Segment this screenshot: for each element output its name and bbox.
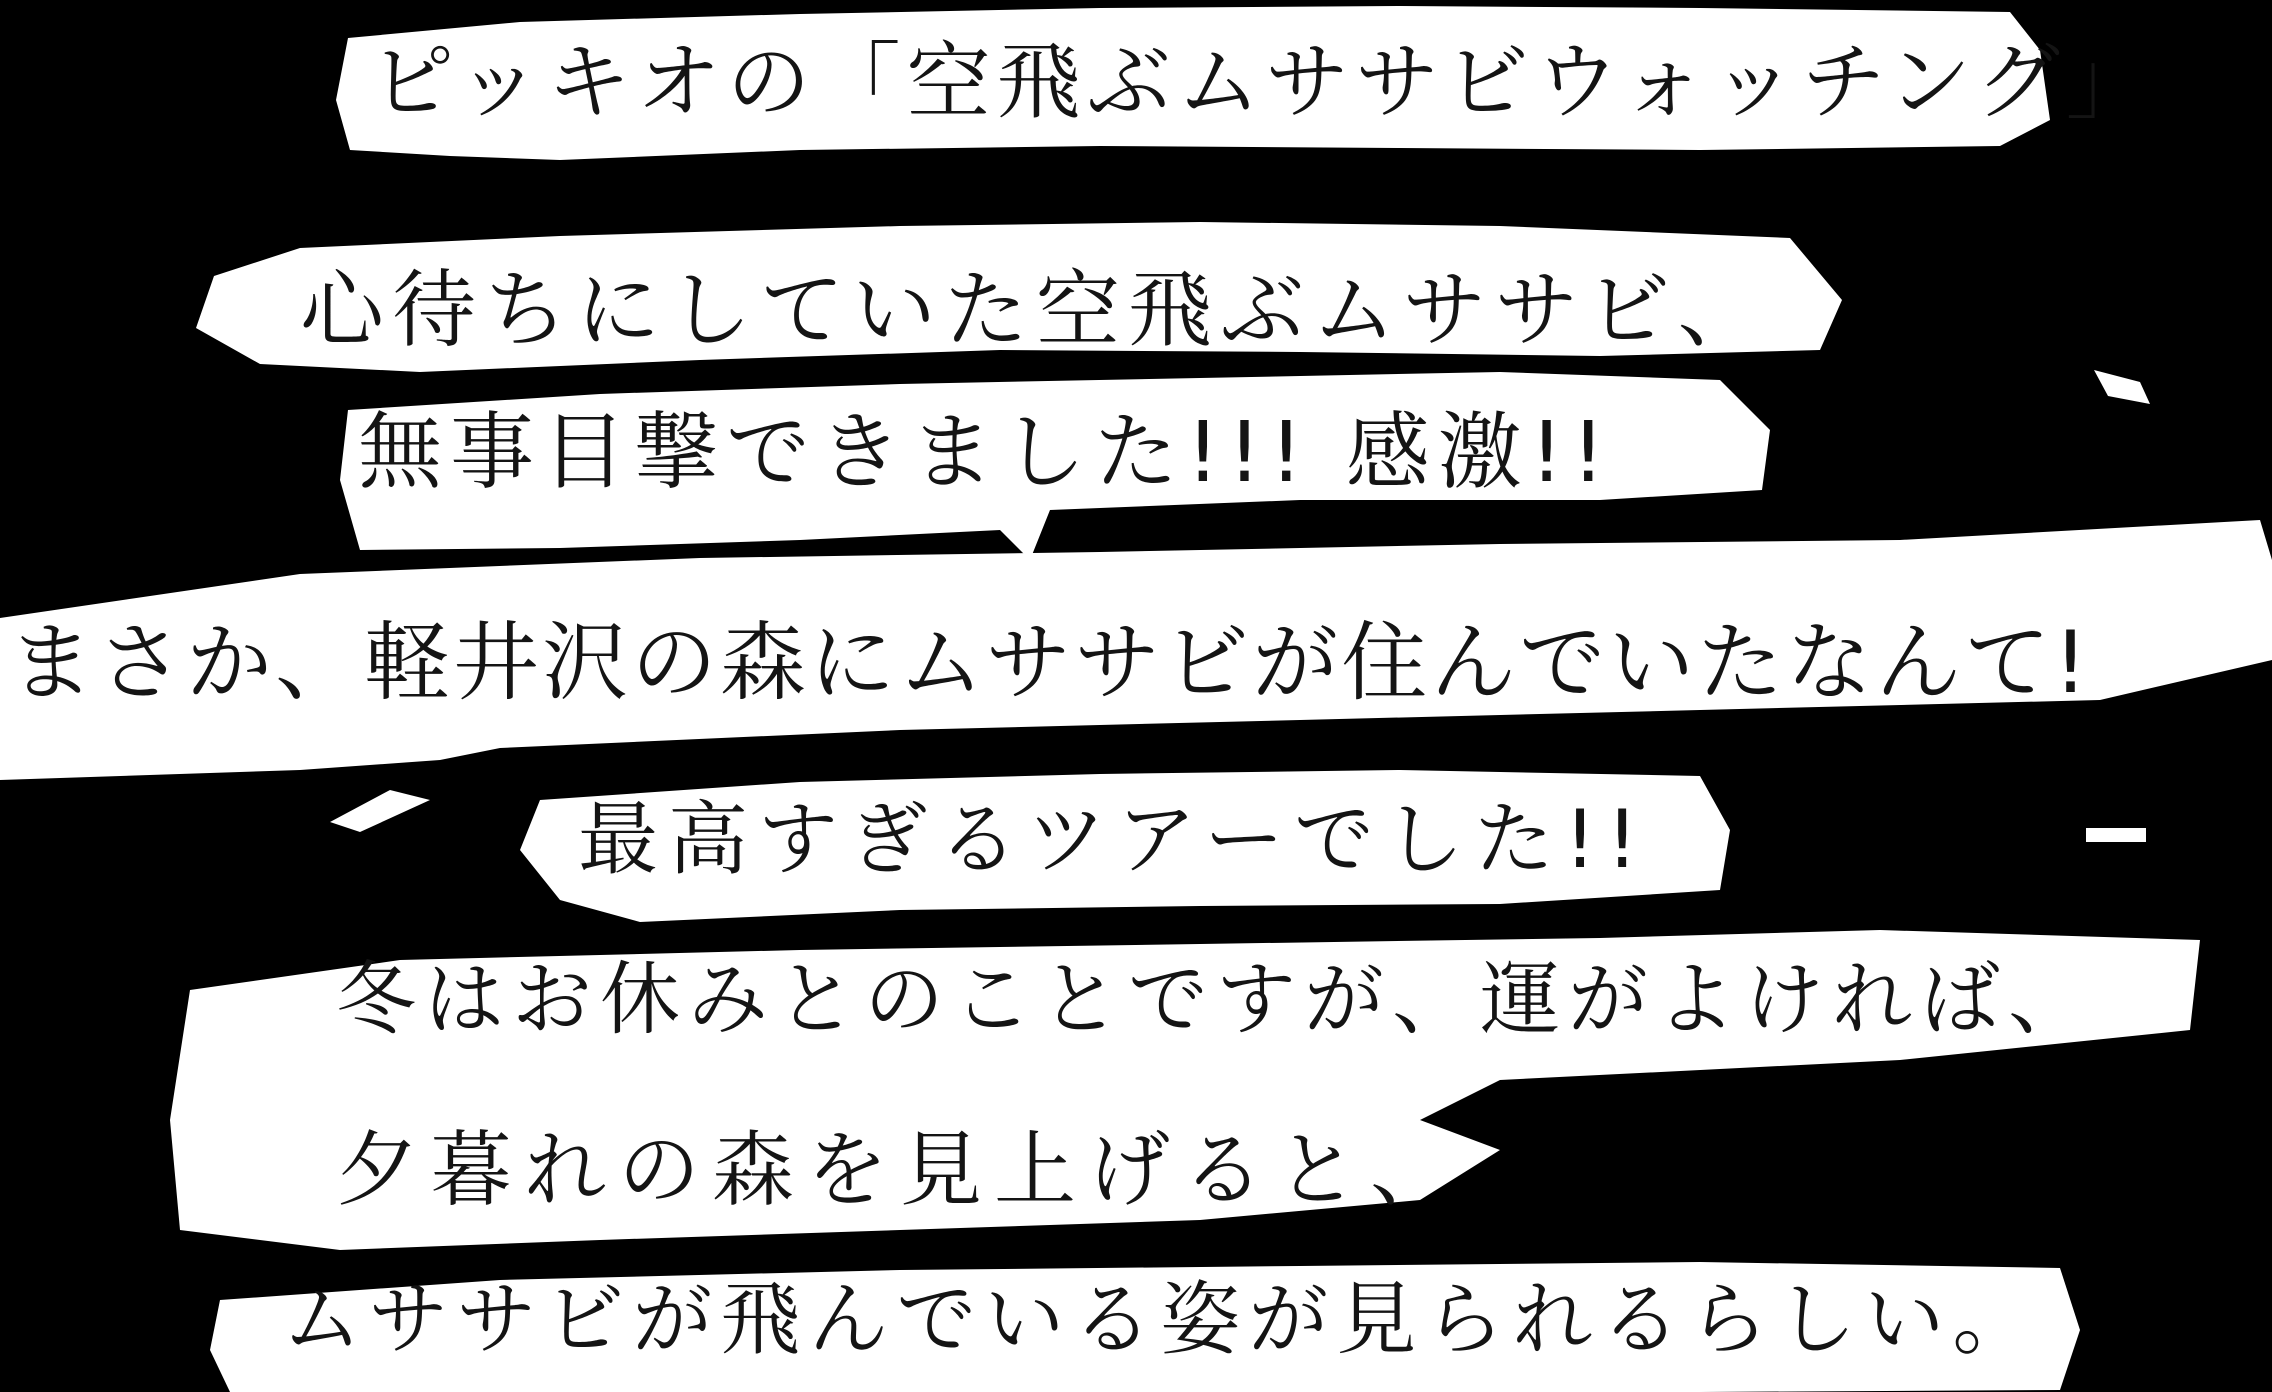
note-line-title: ピッキオの「空飛ぶムササビウォッチング」	[370, 33, 2156, 131]
paper-scrap	[330, 790, 430, 832]
note-line: 冬はお休みとのことですが、運がよければ、	[336, 953, 2096, 1046]
paper-scrap	[2086, 828, 2146, 842]
note-line: 無事目撃できました!!! 感激!!	[358, 403, 1614, 501]
note-line: ムササビが飛んでいる姿が見られるらしい。	[282, 1273, 2041, 1366]
note-line: 最高すぎるツアーでした!!	[578, 793, 1649, 886]
note-line: 心待ちにしていた空飛ぶムササビ、	[300, 261, 1770, 359]
note-line: まさか、軽井沢の森にムササビが住んでいたなんて!	[8, 613, 2091, 713]
paper-scrap	[2094, 370, 2150, 404]
note-line: 夕暮れの森を見上げると、	[336, 1123, 1465, 1218]
